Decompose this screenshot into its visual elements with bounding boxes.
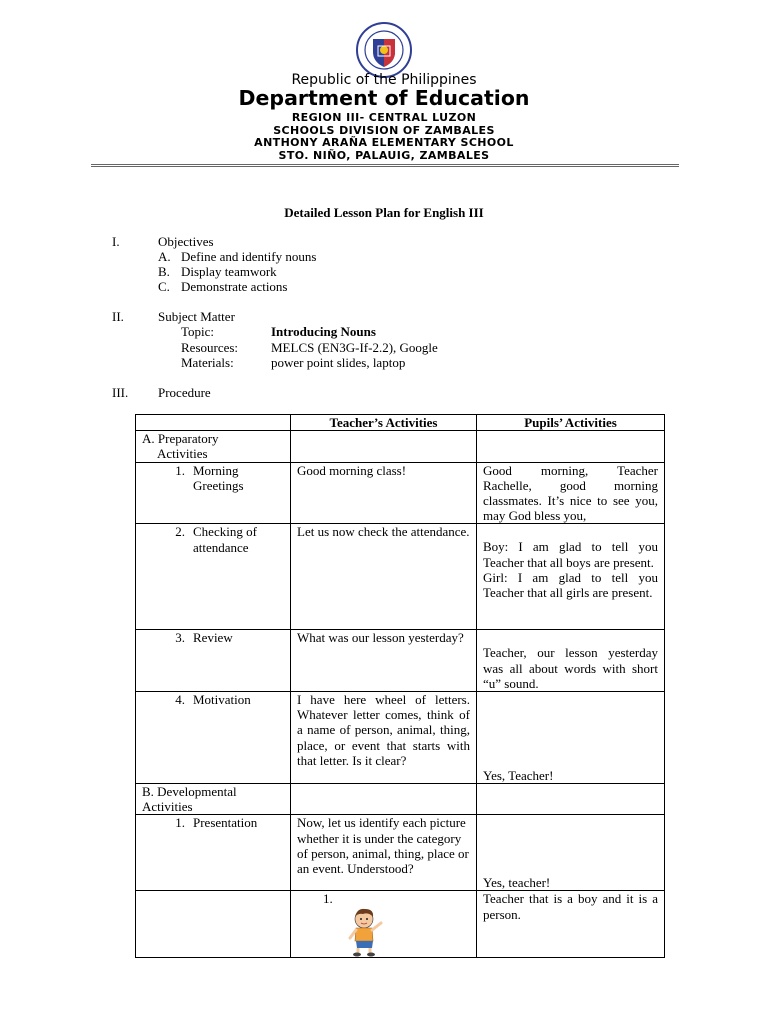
boy-illustration — [343, 907, 387, 957]
subject-matter-numeral: II. — [112, 309, 124, 324]
activity-cell — [136, 692, 291, 784]
section-label: B. Developmental — [142, 784, 237, 800]
table-header-row — [136, 415, 665, 431]
table-row — [136, 891, 665, 957]
activity-label: Motivation — [193, 692, 251, 708]
objective-letter: B. — [158, 264, 170, 279]
section-label-cell — [136, 431, 291, 462]
resources-label: Resources: — [181, 340, 239, 355]
table-row — [136, 630, 665, 692]
section-label: Activities — [157, 446, 208, 462]
procedure-table — [135, 414, 665, 958]
objective-text: Demonstrate actions — [181, 279, 288, 294]
objectives-heading: Objectives — [158, 234, 214, 249]
deped-seal-logo — [348, 22, 420, 78]
pupils-cell — [477, 692, 665, 784]
pupils-cell — [477, 462, 665, 524]
teacher-cell — [291, 891, 477, 957]
item-number: 1. — [175, 462, 185, 478]
topic-value: Introducing Nouns — [271, 324, 376, 339]
teacher-cell — [291, 692, 477, 784]
activity-cell — [136, 630, 291, 692]
teacher-text: Let us now check the attendance. — [297, 524, 470, 540]
teacher-cell — [291, 784, 477, 815]
teacher-cell — [291, 431, 477, 462]
objectives-numeral: I. — [112, 234, 120, 249]
pupils-text: Yes, Teacher! — [483, 767, 554, 783]
objective-letter: C. — [158, 279, 170, 294]
region-heading: REGION III- CENTRAL LUZON — [291, 111, 477, 124]
activity-label: Morning Greetings — [193, 462, 244, 493]
teacher-cell — [291, 815, 477, 891]
objective-letter: A. — [158, 249, 171, 264]
pupils-cell — [477, 524, 665, 630]
activity-cell — [136, 891, 291, 957]
pupils-text: Teacher, our lesson yesterday was all about words with short “u” sound. — [483, 645, 658, 691]
activity-label: Checking of attendance — [193, 524, 257, 555]
subject-matter-heading: Subject Matter — [158, 309, 235, 324]
location-heading: STO. NIÑO, PALAUIG, ZAMBALES — [278, 149, 490, 162]
header-divider — [91, 166, 679, 167]
pupils-cell — [477, 630, 665, 692]
table-row — [136, 462, 665, 524]
pupils-text: Yes, teacher! — [483, 875, 551, 891]
resources-value: MELCS (EN3G-If-2.2), Google — [271, 340, 438, 355]
activity-label: Presentation — [193, 815, 258, 831]
republic-heading: Republic of the Philippines — [291, 72, 477, 88]
pupils-cell — [477, 431, 665, 462]
objective-text: Define and identify nouns — [181, 249, 317, 264]
pupils-text: Girl: I am glad to tell you Teacher that all girls are present. — [483, 569, 658, 601]
materials-value: power point slides, laptop — [271, 355, 406, 370]
division-heading: SCHOOLS DIVISION OF ZAMBALES — [273, 124, 495, 137]
objective-text: Display teamwork — [181, 264, 277, 279]
item-number: 2. — [175, 524, 185, 540]
teacher-cell — [291, 524, 477, 630]
section-label: A. Preparatory — [142, 431, 219, 447]
section-label: Activities — [142, 799, 193, 815]
procedure-numeral: III. — [112, 385, 129, 400]
teacher-text: What was our lesson yesterday? — [297, 630, 464, 646]
table-row — [136, 431, 665, 462]
table-row — [136, 692, 665, 784]
item-number: 3. — [175, 630, 185, 646]
pupils-activities-header: Pupils’ Activities — [477, 415, 665, 431]
header-divider — [91, 164, 679, 165]
activity-cell — [136, 524, 291, 630]
department-heading: Department of Education — [238, 86, 530, 110]
header-empty-cell — [136, 415, 291, 431]
activity-label: Review — [193, 630, 233, 646]
pupils-cell — [477, 784, 665, 815]
activity-cell — [136, 462, 291, 524]
school-heading: ANTHONY ARAÑA ELEMENTARY SCHOOL — [254, 136, 514, 149]
teacher-text: I have here wheel of letters. Whatever letter comes, think of a name of person, animal, thing, place, or event that starts with that letter. Is it clear? — [297, 692, 470, 768]
pupils-text: Teacher that is a boy and it is a person. — [483, 891, 658, 922]
pupils-cell — [477, 815, 665, 891]
table-row — [136, 524, 665, 630]
teacher-text: Now, let us identify each picture whether it is under the category of person, animal, thing, place or an event. Understood? — [297, 815, 469, 877]
materials-label: Materials: — [181, 355, 234, 370]
teacher-cell — [291, 630, 477, 692]
pupils-text: Good morning, Teacher Rachelle, good morning classmates. It’s nice to see you, may God bless you, — [483, 462, 658, 524]
pupils-cell — [477, 891, 665, 957]
table-row — [136, 815, 665, 891]
teacher-activities-header: Teacher’s Activities — [291, 415, 477, 431]
section-label-cell — [136, 784, 291, 815]
topic-label: Topic: — [181, 324, 215, 339]
pupils-text: Boy: I am glad to tell you Teacher that all boys are present. — [483, 539, 658, 570]
activity-cell — [136, 815, 291, 891]
item-number: 1. — [323, 891, 333, 907]
item-number: 4. — [175, 692, 185, 708]
teacher-cell — [291, 462, 477, 524]
procedure-heading: Procedure — [158, 385, 211, 400]
item-number: 1. — [175, 815, 185, 831]
teacher-text: Good morning class! — [297, 462, 407, 478]
document-title: Detailed Lesson Plan for English III — [284, 205, 484, 220]
table-row — [136, 784, 665, 815]
